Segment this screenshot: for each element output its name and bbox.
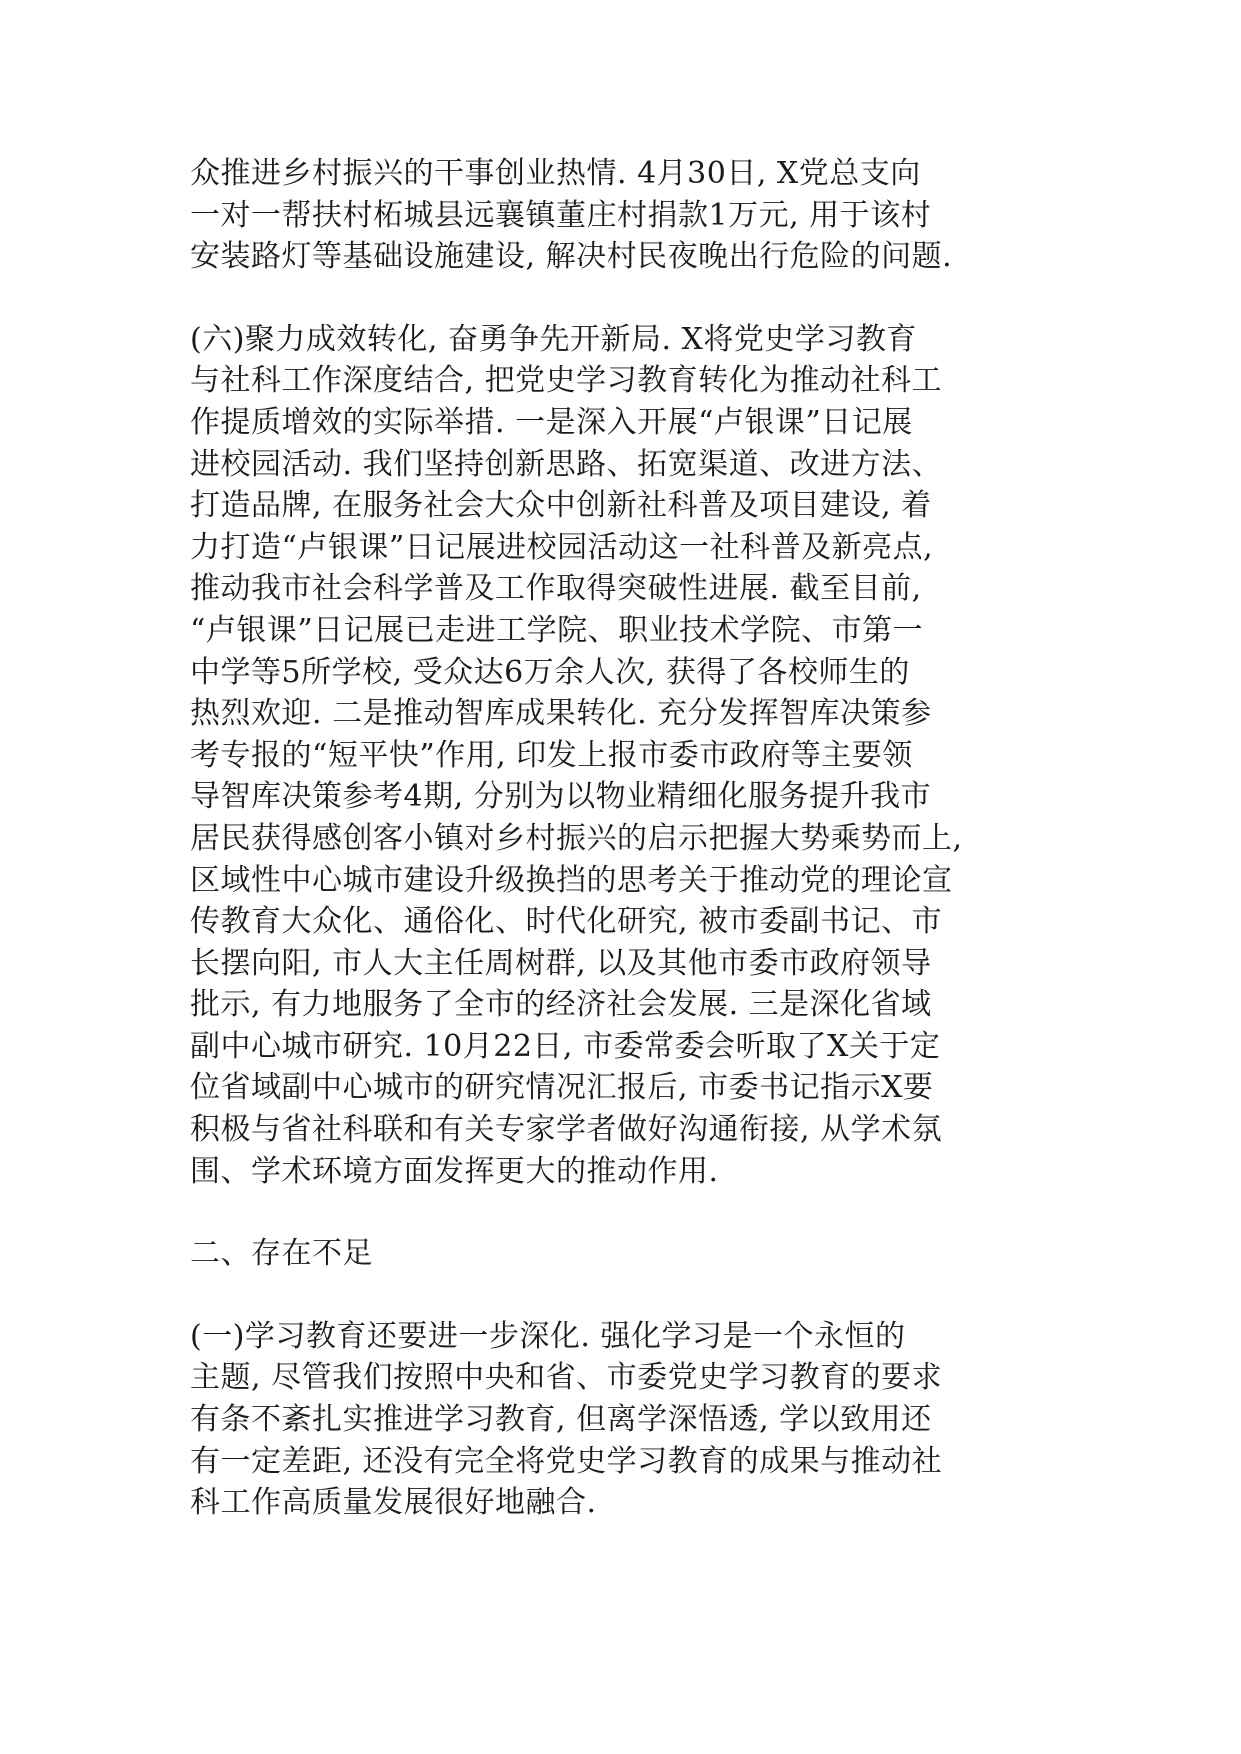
paragraph-shortcoming-one: (一)学习教育还要进一步深化. 强化学习是一个永恒的 主题, 尽管我们按照中央和省、市委党史学习教育的要求 有条不紊扎实推进学习教育, 但离学深悟透, 学以致用还 有一定差距, 还没有完全将党史学习教育的成果与推动社 科工作高质量发展很好地融合.	[190, 1318, 943, 1521]
paragraph-gap	[190, 1275, 1060, 1316]
paragraph-gap	[190, 278, 1060, 319]
paragraph-gap	[190, 1192, 1060, 1233]
section-heading-shortcomings: 二、存在不足	[190, 1236, 373, 1272]
paragraph-section-six: (六)聚力成效转化, 奋勇争先开新局. X将党史学习教育 与社科工作深度结合, 把党史学习教育转化为推动社科工 作提质增效的实际举措. 一是深入开展“卢银课”日记展 进校园活动. 我们坚持创新思路、拓宽渠道、改进方法、 打造品牌, 在服务社会大众中创新社科普及项目建设, 着 力打造“卢银课”日记展进校园活动这一社科普及新亮点, 推动我市社会科学普及工作取得突破性进展. 截至目前, “卢银课”日记展已走进工学院、职业技术学院、市第一 中学等5所学校, 受众达6万余人次, 获得了各校师生的 热烈欢迎. 二是推动智库成果转化. 充分发挥智库决策参 考专报的“短平快”作用, 印发上报市委市政府等主要领 导智库决策参考4期, 分别为以物业精细化服务提升我市 居民获得感创客小镇对乡村振兴的启示把握大势乘势而上, 区域性中心城市建设升级换挡的思考关于推动党的理论宣 传教育大众化、通俗化、时代化研究, 被市委副书记、市 长摆向阳, 市人大主任周树群, 以及其他市委市政府领导 批示, 有力地服务了全市的经济社会发展. 三是深化省域 副中心城市研究. 10月22日, 市委常委会听取了X关于定 位省域副中心城市的研究情况汇报后, 市委书记指示X要 积极与省社科联和有关专家学者做好沟通衔接, 从学术氛 围、学术环境方面发挥更大的推动作用.	[190, 321, 963, 1189]
document-body	[190, 153, 1060, 1524]
paragraph-rural-revitalization: 众推进乡村振兴的干事创业热情. 4月30日, X党总支向 一对一帮扶村柘城县远襄镇董庄村捐款1万元, 用于该村 安装路灯等基础设施建设, 解决村民夜晚出行危险的问题.	[190, 156, 953, 275]
